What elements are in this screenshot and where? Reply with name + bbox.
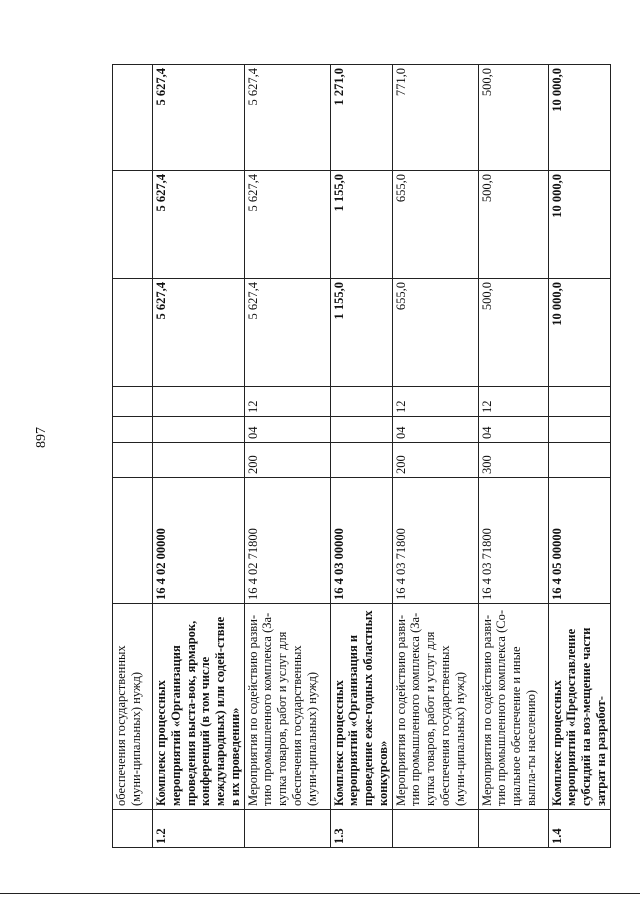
table-row <box>330 65 392 848</box>
row-name-cell: Комплекс процессных мероприятий «Организация и проведение еже-годных областных конкурсов» <box>330 604 392 810</box>
row-name-cell: Комплекс процессных мероприятий «Организация проведения выста-вок, ярмарок, конференций (в том числе международных) или содей-ствие в их проведении» <box>153 604 245 810</box>
amount-year1-cell <box>113 279 153 387</box>
budget-table <box>112 64 611 848</box>
row-number-cell: 1.3 <box>330 810 392 848</box>
section-cell: 04 <box>244 417 330 443</box>
expense-type-cell: 200 <box>392 443 478 478</box>
csr-code-cell: 16 4 02 71800 <box>244 478 330 604</box>
row-name-cell: Мероприятия по содействию разви-тию промышленного комплекса (За-купка товаров, работ и услуг для обеспечения государственных (муни-ципальных) нужд) <box>392 604 478 810</box>
amount-year2-cell: 500,0 <box>478 171 548 279</box>
section-cell <box>153 417 245 443</box>
amount-year1-cell: 655,0 <box>392 279 478 387</box>
section-cell: 04 <box>392 417 478 443</box>
csr-code-cell: 16 4 02 00000 <box>153 478 245 604</box>
amount-year1-cell: 500,0 <box>478 279 548 387</box>
amount-year3-cell: 10 000,0 <box>548 65 610 171</box>
expense-type-cell <box>113 443 153 478</box>
subsection-cell <box>548 387 610 417</box>
table-row <box>478 65 548 848</box>
amount-year1-cell: 5 627,4 <box>244 279 330 387</box>
amount-year3-cell: 5 627,4 <box>153 65 245 171</box>
expense-type-cell: 200 <box>244 443 330 478</box>
subsection-cell <box>330 387 392 417</box>
amount-year3-cell <box>113 65 153 171</box>
row-number-cell <box>392 810 478 848</box>
row-number-cell: 1.2 <box>153 810 245 848</box>
amount-year1-cell: 5 627,4 <box>153 279 245 387</box>
rotated-table-container <box>112 65 608 848</box>
subsection-cell: 12 <box>392 387 478 417</box>
subsection-cell <box>113 387 153 417</box>
csr-code-cell: 16 4 03 71800 <box>478 478 548 604</box>
amount-year3-cell: 771,0 <box>392 65 478 171</box>
csr-code-cell: 16 4 05 00000 <box>548 478 610 604</box>
table-row <box>392 65 478 848</box>
csr-code-cell <box>113 478 153 604</box>
csr-code-cell: 16 4 03 00000 <box>330 478 392 604</box>
section-cell <box>330 417 392 443</box>
subsection-cell: 12 <box>244 387 330 417</box>
expense-type-cell: 300 <box>478 443 548 478</box>
table-row <box>153 65 245 848</box>
table-row <box>113 65 153 848</box>
section-cell: 04 <box>478 417 548 443</box>
amount-year2-cell <box>113 171 153 279</box>
row-number-cell: 1.4 <box>548 810 610 848</box>
section-cell <box>548 417 610 443</box>
csr-code-cell: 16 4 03 71800 <box>392 478 478 604</box>
expense-type-cell <box>153 443 245 478</box>
expense-type-cell <box>330 443 392 478</box>
bottom-rule <box>0 893 640 894</box>
expense-type-cell <box>548 443 610 478</box>
row-name-cell: Мероприятия по содействию разви-тию промышленного комплекса (За-купка товаров, работ и услуг для обеспечения государственных (муни-ципальных) нужд) <box>244 604 330 810</box>
section-cell <box>113 417 153 443</box>
amount-year1-cell: 10 000,0 <box>548 279 610 387</box>
page-number: 897 <box>34 427 49 448</box>
amount-year2-cell: 1 155,0 <box>330 171 392 279</box>
amount-year3-cell: 1 271,0 <box>330 65 392 171</box>
amount-year3-cell: 500,0 <box>478 65 548 171</box>
subsection-cell: 12 <box>478 387 548 417</box>
row-name-cell: обеспечения государственных (муни-ципальных) нужд) <box>113 604 153 810</box>
amount-year2-cell: 655,0 <box>392 171 478 279</box>
subsection-cell <box>153 387 245 417</box>
amount-year2-cell: 5 627,4 <box>244 171 330 279</box>
row-number-cell <box>244 810 330 848</box>
amount-year2-cell: 10 000,0 <box>548 171 610 279</box>
amount-year2-cell: 5 627,4 <box>153 171 245 279</box>
amount-year1-cell: 1 155,0 <box>330 279 392 387</box>
row-name-cell: Комплекс процессных мероприятий «Предоставление субсидий на воз-мещение части затрат на разработ- <box>548 604 610 810</box>
row-number-cell <box>478 810 548 848</box>
row-name-cell: Мероприятия по содействию разви-тию промышленного комплекса (Со-циальное обеспечение и иные выпла-ты населению) <box>478 604 548 810</box>
table-body <box>113 65 611 848</box>
table-row <box>244 65 330 848</box>
table-row <box>548 65 610 848</box>
amount-year3-cell: 5 627,4 <box>244 65 330 171</box>
row-number-cell <box>113 810 153 848</box>
